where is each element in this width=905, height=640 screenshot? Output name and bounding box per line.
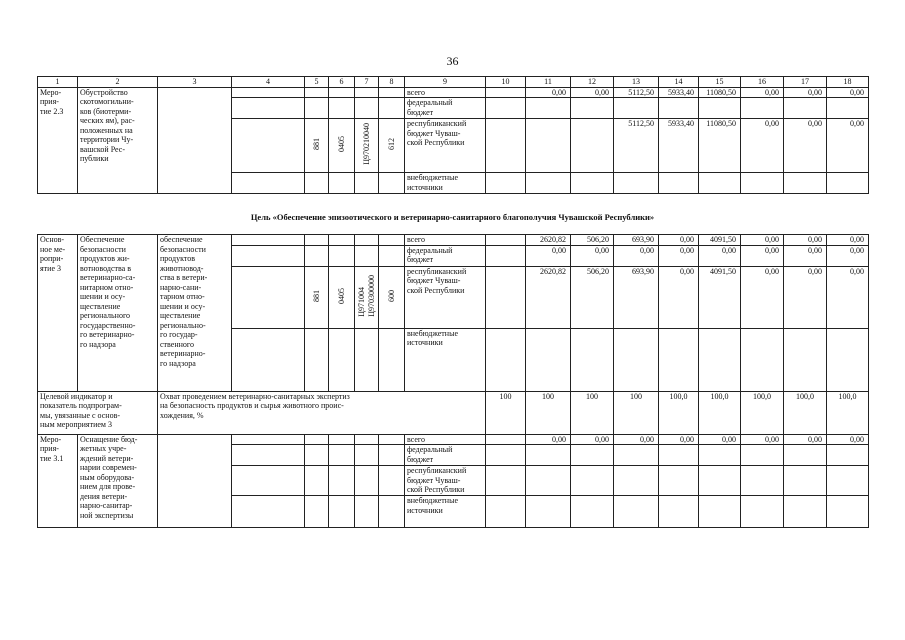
value-cell: 0,00 xyxy=(741,235,784,246)
value-cell xyxy=(486,266,526,328)
indicator-value: 100,0 xyxy=(699,391,741,434)
value-cell: 0,00 xyxy=(741,434,784,445)
event-name: Оснащение бюд- жетных учре- ждений ветери- нарии современ- ным оборудова- нием для прове- дения ветери- нарно-санитар- ной экспертизы xyxy=(78,434,158,528)
event-name: Обустройство скотомогильни- ков (биотерми- ческих ям), рас- положенных на территории Чу- вашской Рес- публики xyxy=(78,87,158,194)
value-cell: 0,00 xyxy=(827,434,869,445)
event-number: Меро- прия- тие 3.1 xyxy=(38,434,78,528)
header-cell: 7 xyxy=(355,77,379,88)
value-cell: 0,00 xyxy=(699,245,741,266)
indicator-value: 100 xyxy=(526,391,571,434)
value-cell: 0,00 xyxy=(784,434,827,445)
indicator-label: Целевой индикатор и показатель подпрограм- мы, увязанные с основ- ным мероприятием 3 xyxy=(38,391,158,434)
goal-heading: Цель «Обеспечение эпизоотического и ветеринарно-санитарного благополучия Чувашской Республики» xyxy=(250,212,655,222)
indicator-value: 100,0 xyxy=(827,391,869,434)
source-label: федеральный бюджет xyxy=(405,445,486,466)
value-cell: 693,90 xyxy=(614,266,659,328)
value-cell: 0,00 xyxy=(571,87,614,98)
header-cell: 3 xyxy=(158,77,232,88)
value-cell: 5933,40 xyxy=(659,119,699,173)
value-cell: 0,00 xyxy=(827,87,869,98)
value-cell: 506,20 xyxy=(571,266,614,328)
source-label: республиканский бюджет Чуваш- ской Республики xyxy=(405,119,486,173)
source-label: федеральный бюджет xyxy=(405,98,486,119)
csr-code: Ц970210040 xyxy=(355,119,379,173)
value-cell: 0,00 xyxy=(827,235,869,246)
value-cell: 11080,50 xyxy=(699,119,741,173)
vr-code: 600 xyxy=(379,266,405,328)
indicator-value: 100,0 xyxy=(741,391,784,434)
header-row xyxy=(38,77,869,88)
value-cell: 0,00 xyxy=(614,434,659,445)
header-cell: 1 xyxy=(38,77,78,88)
value-cell: 0,00 xyxy=(827,266,869,328)
table-row xyxy=(38,235,869,246)
value-cell xyxy=(526,119,571,173)
value-cell: 5112,50 xyxy=(614,119,659,173)
program-table-upper xyxy=(37,76,869,194)
value-cell: 0,00 xyxy=(659,245,699,266)
header-cell: 6 xyxy=(329,77,355,88)
value-cell: 0,00 xyxy=(571,434,614,445)
header-cell: 8 xyxy=(379,77,405,88)
page-number: 36 xyxy=(446,54,459,68)
indicator-text: Охват проведением ветеринарно-санитарных экспертиз на безопасность продуктов и сырья животного проис- хождения, % xyxy=(158,391,486,434)
source-label: республиканский бюджет Чуваш- ской Республики xyxy=(405,466,486,496)
program-table-lower xyxy=(37,234,869,528)
source-label: внебюджетные источники xyxy=(405,328,486,391)
vr-code: 612 xyxy=(379,119,405,173)
value-cell: 0,00 xyxy=(784,235,827,246)
header-cell: 16 xyxy=(741,77,784,88)
source-label: всего xyxy=(405,434,486,445)
value-cell xyxy=(486,245,526,266)
value-cell: 2620,82 xyxy=(526,235,571,246)
value-cell: 0,00 xyxy=(784,245,827,266)
value-cell: 0,00 xyxy=(741,87,784,98)
grbs-code: 881 xyxy=(305,266,329,328)
source-label: всего xyxy=(405,87,486,98)
value-cell: 0,00 xyxy=(741,245,784,266)
header-cell: 10 xyxy=(486,77,526,88)
source-label: всего xyxy=(405,235,486,246)
value-cell xyxy=(571,119,614,173)
grbs-code: 881 xyxy=(305,119,329,173)
value-cell: 0,00 xyxy=(526,245,571,266)
value-cell: 506,20 xyxy=(571,235,614,246)
indicator-value: 100 xyxy=(614,391,659,434)
value-cell: 5112,50 xyxy=(614,87,659,98)
value-cell: 0,00 xyxy=(827,119,869,173)
source-label: федеральный бюджет xyxy=(405,245,486,266)
value-cell: 0,00 xyxy=(526,434,571,445)
value-cell: 0,00 xyxy=(526,87,571,98)
indicator-value: 100 xyxy=(486,391,526,434)
value-cell: 0,00 xyxy=(659,266,699,328)
header-cell: 9 xyxy=(405,77,486,88)
value-cell xyxy=(486,235,526,246)
value-cell: 2620,82 xyxy=(526,266,571,328)
value-cell: 0,00 xyxy=(571,245,614,266)
source-label: внебюджетные источники xyxy=(405,496,486,528)
header-cell: 18 xyxy=(827,77,869,88)
value-cell: 0,00 xyxy=(659,434,699,445)
value-cell: 4091,50 xyxy=(699,235,741,246)
value-cell: 0,00 xyxy=(784,266,827,328)
event-number: Меро- прия- тие 2.3 xyxy=(38,87,78,194)
value-cell xyxy=(486,434,526,445)
table-row xyxy=(38,87,869,98)
value-cell: 0,00 xyxy=(699,434,741,445)
value-cell: 0,00 xyxy=(784,119,827,173)
header-cell: 12 xyxy=(571,77,614,88)
rzpr-code: 0405 xyxy=(329,266,355,328)
table-row xyxy=(38,434,869,445)
value-cell: 0,00 xyxy=(827,245,869,266)
value-cell: 4091,50 xyxy=(699,266,741,328)
rzpr-code: 0405 xyxy=(329,119,355,173)
value-cell: 0,00 xyxy=(741,266,784,328)
header-cell: 2 xyxy=(78,77,158,88)
indicator-value: 100 xyxy=(571,391,614,434)
indicator-value: 100,0 xyxy=(784,391,827,434)
value-cell: 5933,40 xyxy=(659,87,699,98)
header-cell: 15 xyxy=(699,77,741,88)
event-name: Обеспечение безопасности продуктов жи- вотноводства в ветеринарно-са- нитарном отно- шении и осу- ществление регионального государственно- го ветеринарно- го надзора xyxy=(78,235,158,392)
header-cell: 14 xyxy=(659,77,699,88)
value-cell xyxy=(486,87,526,98)
header-cell: 4 xyxy=(232,77,305,88)
header-cell: 11 xyxy=(526,77,571,88)
header-cell: 13 xyxy=(614,77,659,88)
csr-code: Ц971004Ц970300000 xyxy=(355,266,379,328)
source-label: республиканский бюджет Чуваш- ской Республики xyxy=(405,266,486,328)
indicator-row xyxy=(38,391,869,434)
value-cell: 0,00 xyxy=(741,119,784,173)
value-cell xyxy=(486,119,526,173)
value-cell: 11080,50 xyxy=(699,87,741,98)
value-cell: 693,90 xyxy=(614,235,659,246)
event-goal: обеспечение безопасности продуктов животновод- ства в ветери- нарно-сани- тарном отно- шении и осу- ществление регионально- го государ- ственного ветеринарно- го надзора xyxy=(158,235,232,392)
indicator-value: 100,0 xyxy=(659,391,699,434)
value-cell: 0,00 xyxy=(784,87,827,98)
value-cell: 0,00 xyxy=(614,245,659,266)
header-cell: 17 xyxy=(784,77,827,88)
source-label: внебюджетные источники xyxy=(405,173,486,194)
header-cell: 5 xyxy=(305,77,329,88)
value-cell: 0,00 xyxy=(659,235,699,246)
event-number: Основ- ное ме- ропри- ятие 3 xyxy=(38,235,78,392)
